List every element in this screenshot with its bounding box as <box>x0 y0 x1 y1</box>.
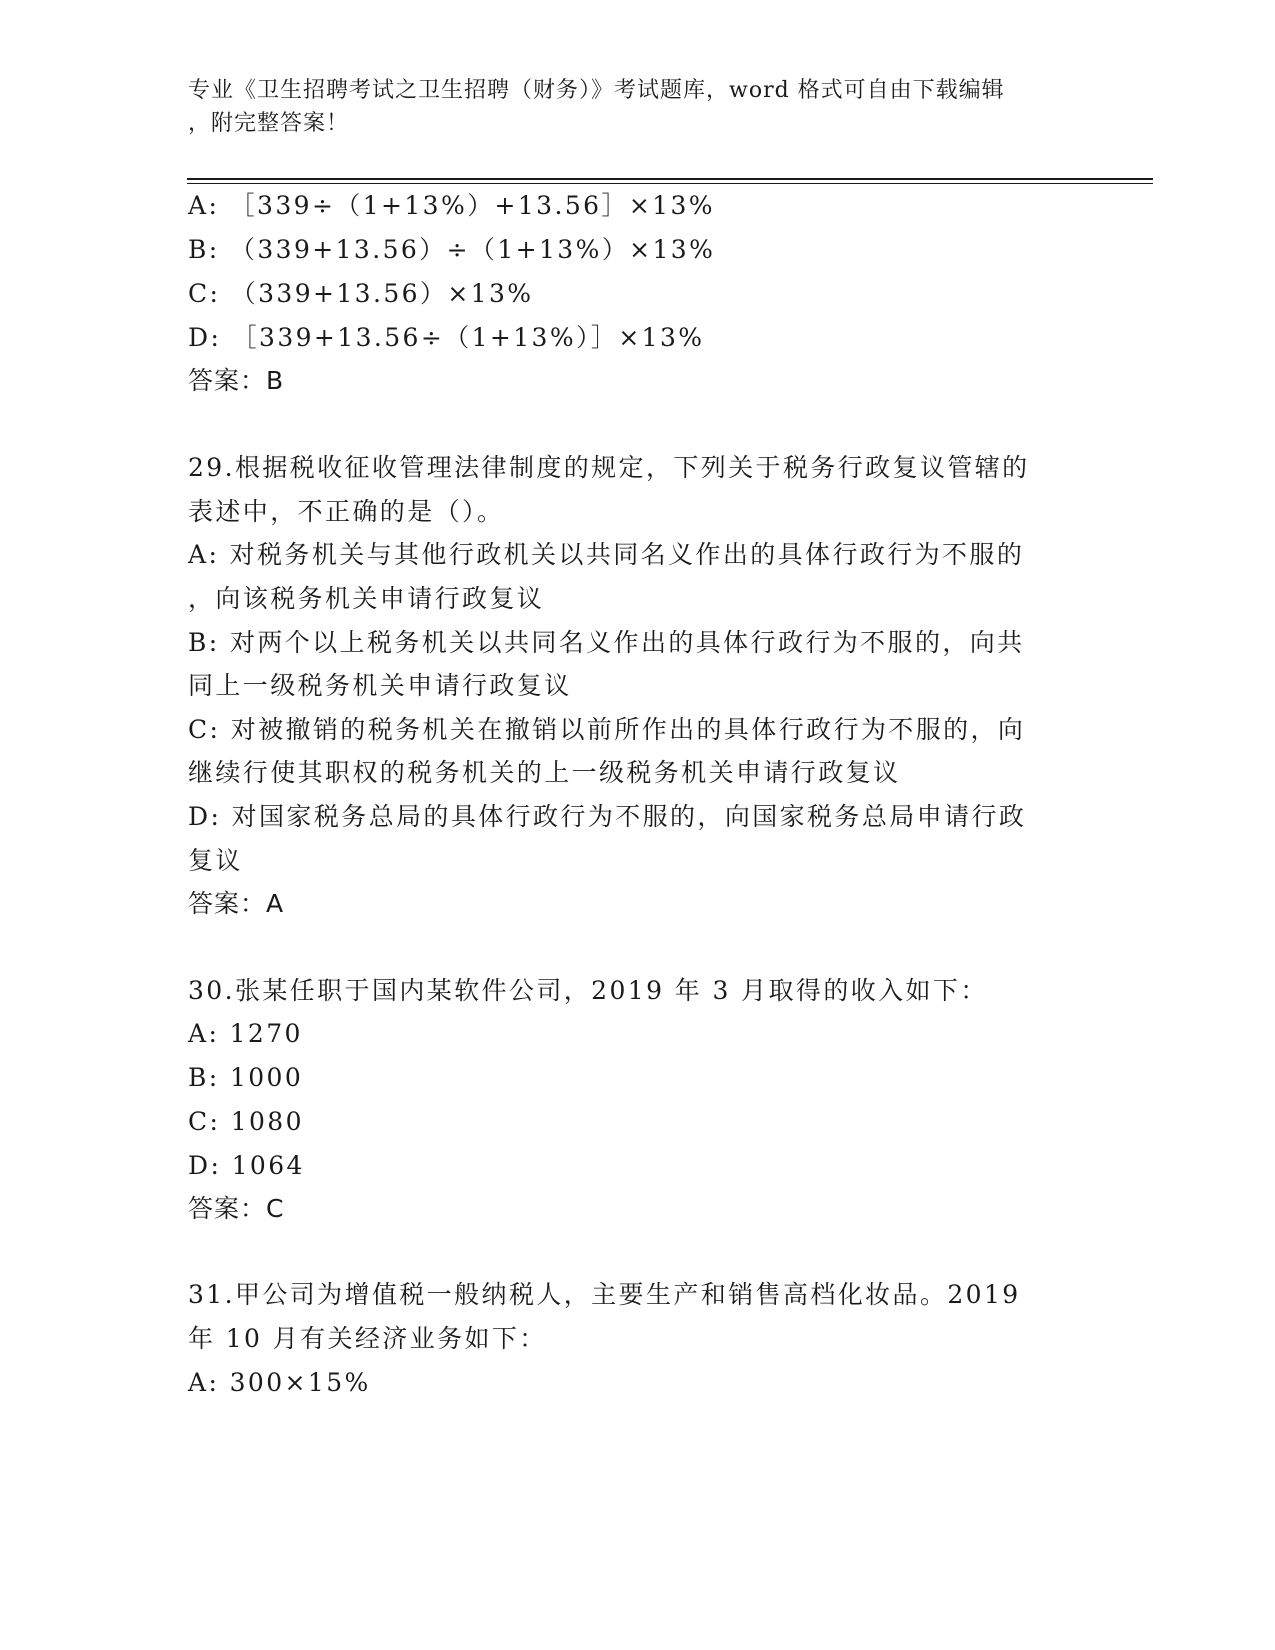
q31-stem-line2: 年 10 月有关经济业务如下： <box>188 1324 547 1353</box>
q30-option-a: A: 1270 <box>188 1019 303 1048</box>
q29-stem-line1: 29.根据税收征收管理法律制度的规定，下列关于税务行政复议管辖的 <box>188 453 1030 482</box>
q29-option-a-line2: ，向该税务机关申请行政复议 <box>188 584 545 613</box>
q28-answer: 答案：B <box>188 366 285 395</box>
q29-stem-line2: 表述中，不正确的是（）。 <box>188 497 505 526</box>
q28-option-d: D: ［339+13.56÷（1+13%）］×13% <box>188 323 705 352</box>
q29-option-d-line1: D: 对国家税务总局的具体行政行为不服的，向国家税务总局申请行政 <box>188 802 1027 831</box>
header-divider-thin <box>187 183 1153 184</box>
q29-option-a-line1: A: 对税务机关与其他行政机关以共同名义作出的具体行政行为不服的 <box>188 540 1025 569</box>
document-header: 专业《卫生招聘考试之卫生招聘（财务）》考试题库，word 格式可自由下载编辑 ，附完整答案！ <box>188 78 1005 136</box>
q29-option-b-line2: 同上一级税务机关申请行政复议 <box>188 671 572 700</box>
q30-answer: 答案：C <box>188 1194 285 1223</box>
q29-option-d-line2: 复议 <box>188 846 243 875</box>
q30-option-b: B: 1000 <box>188 1063 304 1092</box>
q29-option-b-line1: B: 对两个以上税务机关以共同名义作出的具体行政行为不服的，向共 <box>188 628 1025 657</box>
q29-option-c-line2: 继续行使其职权的税务机关的上一级税务机关申请行政复议 <box>188 758 901 787</box>
header-divider-thick <box>187 178 1153 180</box>
q29-option-c-line1: C: 对被撤销的税务机关在撤销以前所作出的具体行政行为不服的，向 <box>188 715 1026 744</box>
q28-option-c: C: （339+13.56）×13% <box>188 279 534 308</box>
q28-option-b: B: （339+13.56）÷（1+13%）×13% <box>188 235 716 264</box>
q30-option-d: D: 1064 <box>188 1151 305 1180</box>
q30-option-c: C: 1080 <box>188 1107 304 1136</box>
q29-answer: 答案：A <box>188 889 285 918</box>
q31-option-a: A: 300×15% <box>188 1368 371 1397</box>
q28-option-a: A: ［339÷（1+13%）+13.56］×13% <box>188 191 715 220</box>
q30-stem: 30.张某任职于国内某软件公司，2019 年 3 月取得的收入如下： <box>188 976 988 1005</box>
q31-stem-line1: 31.甲公司为增值税一般纳税人，主要生产和销售高档化妆品。2019 <box>188 1280 1021 1309</box>
